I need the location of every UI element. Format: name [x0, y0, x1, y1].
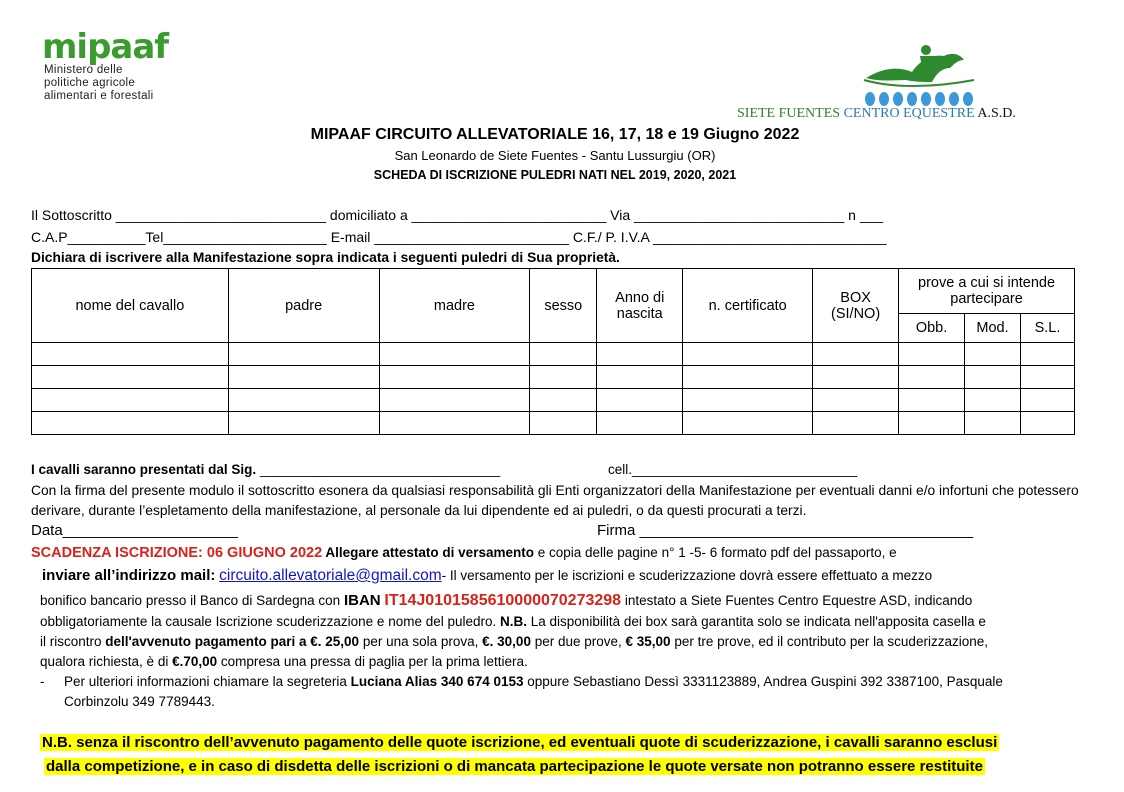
- payment-amount-1: dell'avvenuto pagamento pari a €. 25,00: [105, 634, 360, 649]
- info-text-1a: Per ulteriori informazioni chiamare la segreteria: [64, 674, 351, 689]
- page-subtitle: San Leonardo de Siete Fuentes - Santu Lussurgiu (OR): [394, 148, 716, 163]
- payment-line-3: [40, 654, 528, 669]
- col-prove: prove a cui si intende partecipare: [899, 269, 1075, 314]
- bank-line: [40, 592, 972, 610]
- col-mod: Mod.: [965, 314, 1021, 343]
- iban-label: IBAN: [343, 592, 381, 609]
- ministero-line-1: Ministero delle: [44, 64, 123, 76]
- col-madre: madre: [379, 269, 530, 343]
- payment-text-3c: compresa una pressa di paglia per la prima lettiera.: [217, 654, 528, 669]
- table-row[interactable]: [32, 343, 1075, 366]
- payment-text-2a: il riscontro: [40, 634, 106, 649]
- presenter-label: I cavalli saranno presentati dal Sig.: [31, 462, 257, 477]
- bank-pre: bonifico bancario presso il Banco di Sardegna con: [40, 593, 344, 608]
- payment-amount-3: € 35,00: [625, 634, 671, 649]
- note-line-1-wrap: [40, 731, 999, 755]
- payment-text-2e: per due prove,: [530, 634, 626, 649]
- horse-table: [31, 268, 1075, 435]
- payment-line-2: [40, 634, 988, 649]
- deadline-attach: Allegare attestato di versamento: [322, 545, 534, 560]
- iban-value: IT14J0101585610000070273298: [384, 592, 622, 609]
- note-line-2-wrap: [44, 755, 985, 779]
- col-anno: Anno di nascita: [597, 269, 683, 343]
- siete-part-1: SIETE FUENTES: [737, 106, 841, 121]
- registrant-line-2: C.A.P__________Tel_____________________ E-mail _________________________ C.F./ P. I.V.A ______________________________: [31, 229, 887, 245]
- siete-part-2: CENTRO EQUESTRE: [843, 106, 975, 121]
- disclaimer: Con la firma del presente modulo il sottoscritto esonera da qualsiasi responsabilità gli Enti organizzatori della Manifestazione per eventuali danni e/o infortuni che potessero derivare, durante l’espletamento della manifestazione, al personale da lui dipendente ed ai puledri, o da questi procurati a terzi.: [31, 483, 1079, 518]
- payment-nb: N.B.: [500, 614, 528, 629]
- mail-label: inviare all’indirizzo mail:: [42, 567, 216, 584]
- info-line-1: [64, 674, 1003, 689]
- deadline-rest: e copia delle pagine n° 1 -5- 6 formato pdf del passaporto, e: [533, 545, 897, 560]
- info-line-2: Corbinzolu 349 7789443.: [64, 694, 215, 709]
- presenter-line: [31, 462, 500, 477]
- ministero-line-3: alimentari e forestali: [44, 90, 154, 102]
- payment-text-1a: obbligatoriamente la causale Iscrizione scuderizzazione e nome del puledro.: [40, 614, 501, 629]
- ministero-label: [44, 64, 154, 103]
- deadline-line: [31, 545, 897, 561]
- col-box: BOX (SI/NO): [813, 269, 899, 343]
- col-nome: nome del cavallo: [32, 269, 229, 343]
- info-dash: -: [40, 674, 45, 689]
- mipaaf-logo: mipaaf: [42, 27, 169, 67]
- payment-amount-4: €.70,00: [172, 654, 218, 669]
- page-title: MIPAAF CIRCUITO ALLEVATORIALE 16, 17, 18 e 19 Giugno 2022: [310, 126, 800, 143]
- declaration: Dichiara di iscrivere alla Manifestazione sopra indicata i seguenti puledri di Sua proprietà.: [31, 250, 620, 265]
- payment-text-2g: per tre prove, ed il contributo per la scuderizzazione,: [670, 634, 988, 649]
- payment-text-3a: qualora richiesta, è di: [40, 654, 173, 669]
- payment-text-1c: La disponibilità dei box sarà garantita solo se indicata nell'apposita casella e: [527, 614, 986, 629]
- deadline: SCADENZA ISCRIZIONE: 06 GIUGNO 2022: [31, 545, 323, 561]
- horse-jumper-icon: [862, 38, 978, 108]
- info-text-1c: oppure Sebastiano Dessì 3331123889, Andrea Guspini 392 3387100, Pasquale: [523, 674, 1003, 689]
- siete-fuentes-logo-text: [737, 106, 1016, 122]
- payment-amount-2: €. 30,00: [482, 634, 531, 649]
- email-link[interactable]: circuito.allevatoriale@gmail.com: [219, 567, 442, 584]
- col-certificato: n. certificato: [683, 269, 813, 343]
- table-row[interactable]: [32, 412, 1075, 435]
- col-sl: S.L.: [1020, 314, 1074, 343]
- mail-line: [42, 567, 932, 585]
- payment-line-1: [40, 614, 986, 629]
- form-title: SCHEDA DI ISCRIZIONE PULEDRI NATI NEL 2019, 2020, 2021: [373, 168, 737, 182]
- signature-field: Firma ________________________________________: [597, 522, 974, 539]
- table-row[interactable]: [32, 366, 1075, 389]
- note-line-2: dalla competizione, e in caso di disdetta delle iscrizioni o di mancata partecipazione le quote versate non potranno essere restituite: [46, 758, 983, 775]
- siete-part-3: A.S.D.: [977, 106, 1016, 121]
- table-row[interactable]: [32, 389, 1075, 412]
- presenter-cell: cell.______________________________: [608, 462, 858, 477]
- presenter-blank: ________________________________: [256, 462, 501, 477]
- note-line-1: N.B. senza il riscontro dell’avvenuto pagamento delle quote iscrizione, ed eventuali quote di scuderizzazione, i cavalli saranno esclusi: [42, 734, 998, 751]
- col-obb: Obb.: [899, 314, 965, 343]
- ministero-line-2: politiche agricole: [44, 77, 136, 89]
- info-contact: Luciana Alias 340 674 0153: [350, 674, 524, 689]
- col-padre: padre: [228, 269, 379, 343]
- mail-rest: - Il versamento per le iscrizioni e scuderizzazione dovrà essere effettuato a mezzo: [441, 568, 933, 583]
- payment-text-2c: per una sola prova,: [359, 634, 483, 649]
- date-field: Data_____________________: [31, 522, 238, 539]
- registrant-line-1: Il Sottoscritto ___________________________ domiciliato a _________________________ Via ___________________________ n ___: [31, 207, 884, 223]
- bank-post: intestato a Siete Fuentes Centro Equestre ASD, indicando: [621, 593, 973, 608]
- table-header-row: [32, 269, 1075, 314]
- col-sesso: sesso: [530, 269, 597, 343]
